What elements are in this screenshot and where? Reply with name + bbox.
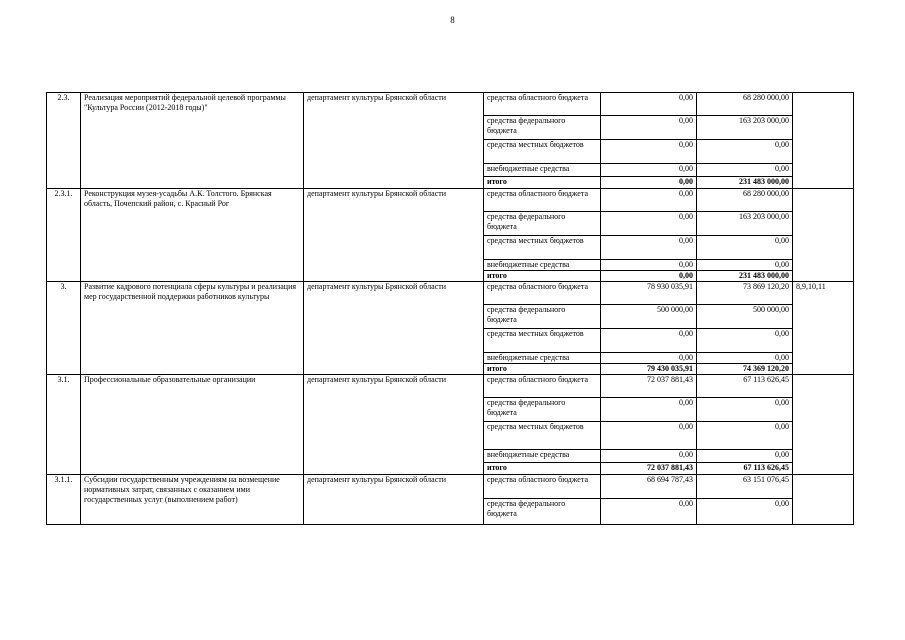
indicators-cell — [793, 189, 854, 282]
source-cell: средства областного бюджета — [484, 282, 601, 305]
amount-cell: 0,00 — [601, 329, 697, 353]
indicators-cell — [793, 475, 854, 525]
amount-cell: 0,00 — [601, 93, 697, 116]
amount-cell: 0,00 — [601, 398, 697, 422]
source-cell: средства местных бюджетов — [484, 140, 601, 164]
name-cell: Реконструкция музея-усадьбы А.К. Толстого. Брянская область, Почепский район, с. Красный Рог — [81, 189, 304, 282]
amount-cell: 0,00 — [601, 499, 697, 525]
table-row — [47, 375, 854, 398]
amount-cell: 500 000,00 — [601, 305, 697, 329]
indicators-cell — [793, 93, 854, 189]
amount-cell: 0,00 — [601, 271, 697, 282]
amount-cell: 0,00 — [601, 422, 697, 450]
amount-cell: 0,00 — [697, 450, 793, 463]
amount-cell: 231 483 000,00 — [697, 271, 793, 282]
table-row — [47, 189, 854, 212]
amount-cell: 0,00 — [601, 189, 697, 212]
amount-cell: 0,00 — [601, 140, 697, 164]
amount-cell: 79 430 035,91 — [601, 364, 697, 375]
amount-cell: 72 037 881,43 — [601, 463, 697, 475]
source-cell: итого — [484, 177, 601, 189]
amount-cell: 0,00 — [697, 140, 793, 164]
amount-cell: 63 151 076,45 — [697, 475, 793, 499]
source-cell: итого — [484, 271, 601, 282]
source-cell: средства областного бюджета — [484, 93, 601, 116]
amount-cell: 68 280 000,00 — [697, 189, 793, 212]
amount-cell: 0,00 — [697, 422, 793, 450]
name-cell: Реализация мероприятий федеральной целевой программы "Культура России (2012-2018 годы)" — [81, 93, 304, 189]
amount-cell: 163 203 000,00 — [697, 116, 793, 140]
executor-cell: департамент культуры Брянской области — [304, 93, 484, 189]
name-cell: Профессиональные образовательные организации — [81, 375, 304, 475]
amount-cell: 0,00 — [697, 353, 793, 364]
executor-cell: департамент культуры Брянской области — [304, 375, 484, 475]
amount-cell: 0,00 — [601, 116, 697, 140]
indicators-cell: 8,9,10,11 — [793, 282, 854, 375]
amount-cell: 0,00 — [601, 353, 697, 364]
indicators-cell — [793, 375, 854, 475]
source-cell: внебюджетные средства — [484, 164, 601, 177]
amount-cell: 0,00 — [601, 260, 697, 271]
table-row — [47, 282, 854, 305]
amount-cell: 67 113 626,45 — [697, 375, 793, 398]
amount-cell: 163 203 000,00 — [697, 212, 793, 236]
source-cell: итого — [484, 463, 601, 475]
amount-cell: 0,00 — [601, 450, 697, 463]
amount-cell: 78 930 035,91 — [601, 282, 697, 305]
amount-cell: 0,00 — [697, 329, 793, 353]
amount-cell: 0,00 — [601, 164, 697, 177]
amount-cell: 68 694 787,43 — [601, 475, 697, 499]
executor-cell: департамент культуры Брянской области — [304, 282, 484, 375]
amount-cell: 68 280 000,00 — [697, 93, 793, 116]
source-cell: средства федерального бюджета — [484, 398, 601, 422]
amount-cell: 0,00 — [697, 236, 793, 260]
amount-cell: 0,00 — [601, 236, 697, 260]
amount-cell: 0,00 — [697, 499, 793, 525]
name-cell: Субсидии государственным учреждениям на возмещение нормативных затрат, связанных с оказанием ими государственных услуг (выполнением работ) — [81, 475, 304, 525]
source-cell: средства областного бюджета — [484, 375, 601, 398]
source-cell: средства федерального бюджета — [484, 499, 601, 525]
source-cell: средства федерального бюджета — [484, 116, 601, 140]
amount-cell: 72 037 881,43 — [601, 375, 697, 398]
executor-cell: департамент культуры Брянской области — [304, 189, 484, 282]
amount-cell: 231 483 000,00 — [697, 177, 793, 189]
code-cell: 2.3.1. — [47, 189, 81, 282]
code-cell: 2.3. — [47, 93, 81, 189]
amount-cell: 500 000,00 — [697, 305, 793, 329]
amount-cell: 0,00 — [697, 164, 793, 177]
code-cell: 3. — [47, 282, 81, 375]
code-cell: 3.1.1. — [47, 475, 81, 525]
amount-cell: 0,00 — [601, 212, 697, 236]
page-number: 8 — [450, 15, 455, 25]
source-cell: итого — [484, 364, 601, 375]
source-cell: средства областного бюджета — [484, 189, 601, 212]
table-row — [47, 475, 854, 499]
table-row — [47, 93, 854, 116]
budget-table — [46, 92, 854, 525]
source-cell: средства местных бюджетов — [484, 236, 601, 260]
source-cell: средства федерального бюджета — [484, 212, 601, 236]
source-cell: средства областного бюджета — [484, 475, 601, 499]
source-cell: внебюджетные средства — [484, 450, 601, 463]
name-cell: Развитие кадрового потенциала сферы культуры и реализация мер государственной поддержки работников культуры — [81, 282, 304, 375]
amount-cell: 73 869 120,20 — [697, 282, 793, 305]
source-cell: внебюджетные средства — [484, 260, 601, 271]
executor-cell: департамент культуры Брянской области — [304, 475, 484, 525]
amount-cell: 74 369 120,20 — [697, 364, 793, 375]
amount-cell: 0,00 — [697, 398, 793, 422]
source-cell: внебюджетные средства — [484, 353, 601, 364]
amount-cell: 0,00 — [601, 177, 697, 189]
amount-cell: 67 113 626,45 — [697, 463, 793, 475]
source-cell: средства местных бюджетов — [484, 422, 601, 450]
source-cell: средства федерального бюджета — [484, 305, 601, 329]
code-cell: 3.1. — [47, 375, 81, 475]
amount-cell: 0,00 — [697, 260, 793, 271]
source-cell: средства местных бюджетов — [484, 329, 601, 353]
